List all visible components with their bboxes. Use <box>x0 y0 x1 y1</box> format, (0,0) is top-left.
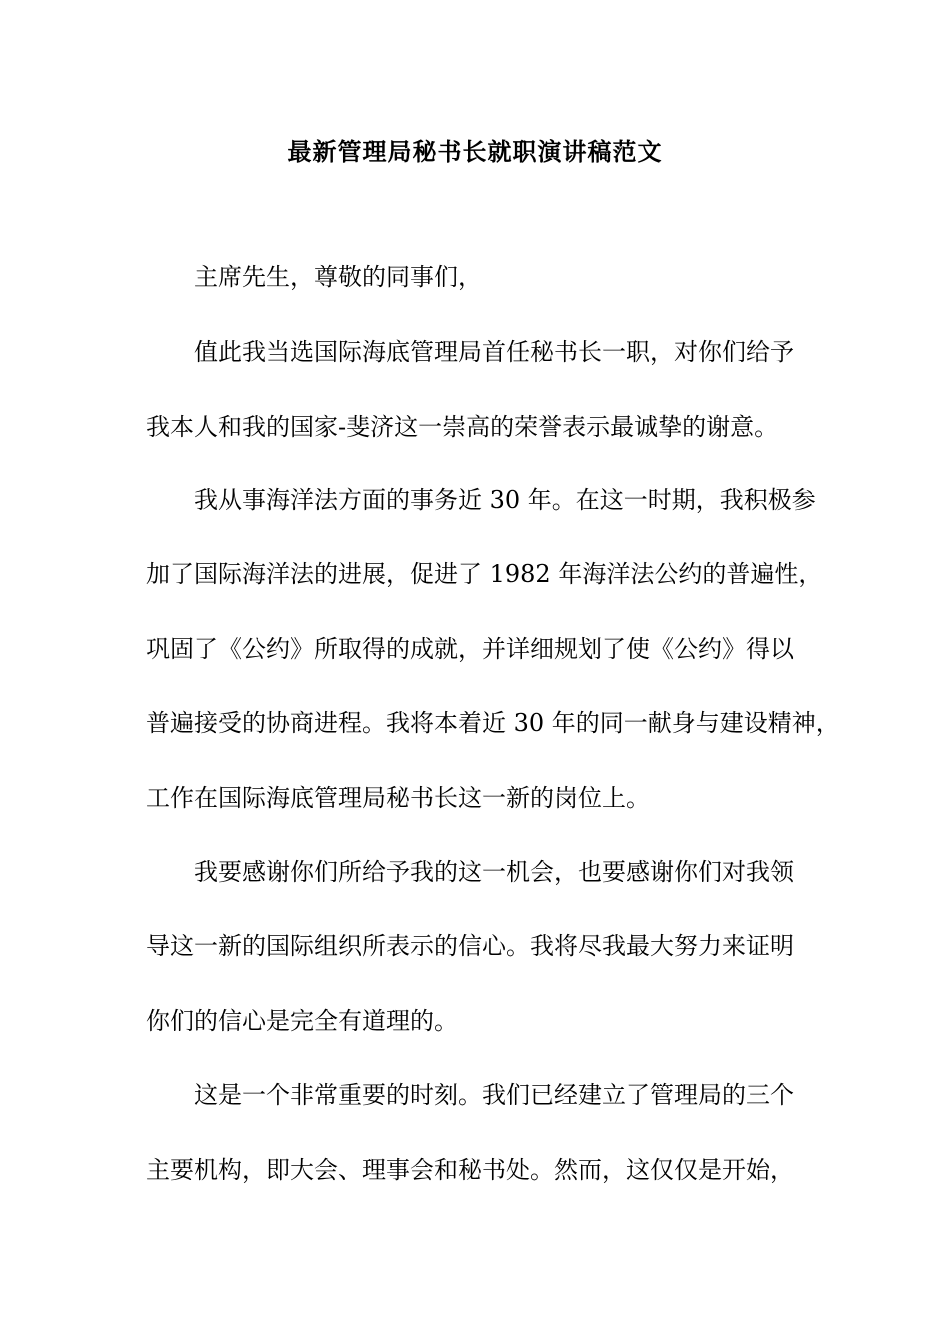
text-line: 巩固了《公约》所取得的成就，并详细规划了使《公约》得以 <box>146 635 794 663</box>
document-title: 最新管理局秘书长就职演讲稿范文 <box>287 137 663 166</box>
text-line: 我本人和我的国家-斐济这一崇高的荣誉表示最诚挚的谢意。 <box>146 413 779 441</box>
text-line: 我要感谢你们所给予我的这一机会，也要感谢你们对我领 <box>194 858 794 886</box>
text-line: 工作在国际海底管理局秘书长这一新的岗位上。 <box>146 784 650 812</box>
text-line: 普遍接受的协商进程。我将本着近 30 年的同一献身与建设精神， <box>146 709 840 737</box>
text-line: 值此我当选国际海底管理局首任秘书长一职，对你们给予 <box>194 338 794 366</box>
text-line: 导这一新的国际组织所表示的信心。我将尽我最大努力来证明 <box>146 932 794 960</box>
text-line: 这是一个非常重要的时刻。我们已经建立了管理局的三个 <box>194 1081 794 1109</box>
text-line: 你们的信心是完全有道理的。 <box>146 1007 458 1035</box>
text-line: 我从事海洋法方面的事务近 30 年。在这一时期，我积极参 <box>194 486 816 514</box>
text-line: 主席先生，尊敬的同事们， <box>194 263 482 291</box>
text-line: 主要机构，即大会、理事会和秘书处。然而，这仅仅是开始， <box>146 1156 794 1184</box>
text-line: 加了国际海洋法的进展，促进了 1982 年海洋法公约的普遍性， <box>146 560 823 588</box>
